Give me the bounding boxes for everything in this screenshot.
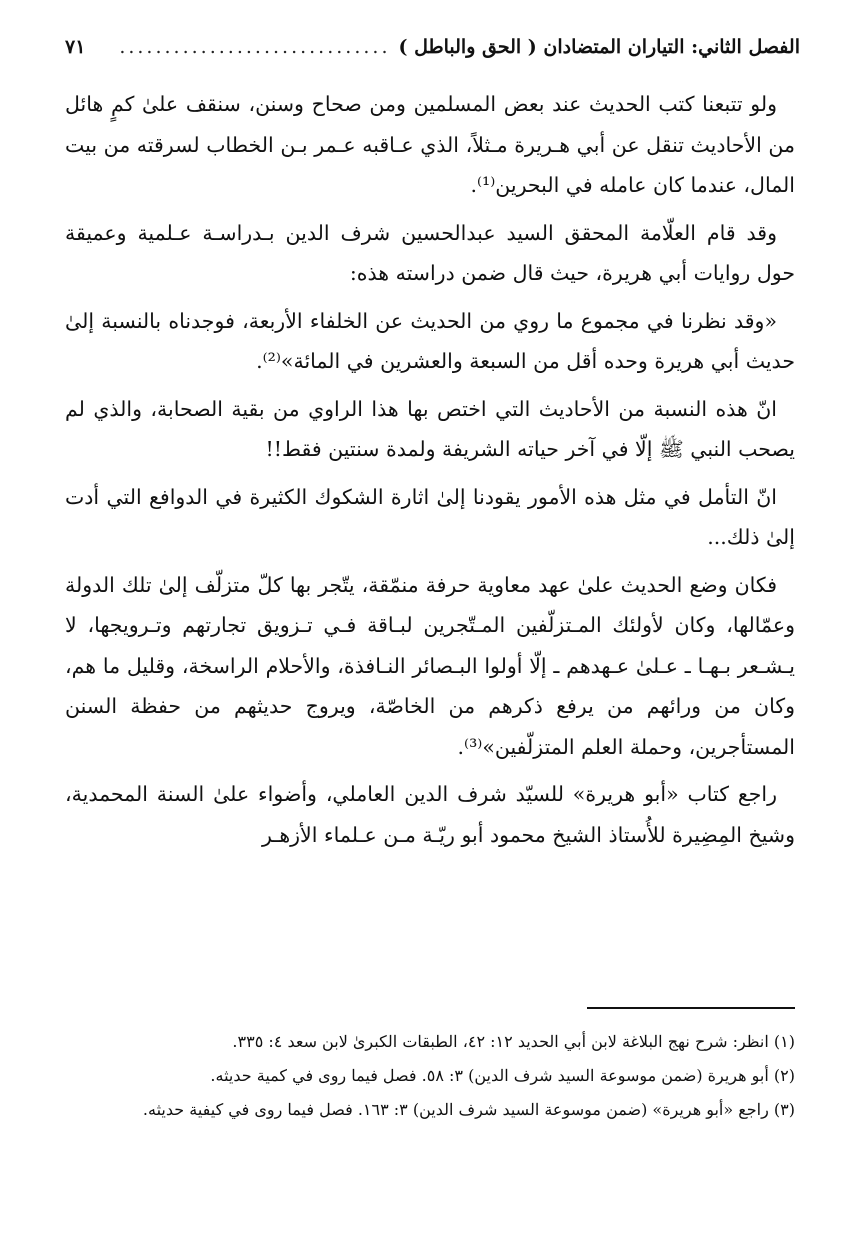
paragraph: وقد قام العلّامة المحقق السيد عبدالحسين شرف الدين بـدراسـة عـلمية وعميقة حول روايات أبي هريرة، حيث قال ضمن دراسته هذه: bbox=[65, 220, 795, 285]
paragraph: فكان وضع الحديث علىٰ عهد معاوية حرفة منمّقة، يتّجر بها كلّ متزلّف إلىٰ تلك الدولة وعمّالها، وكان لأولئك المـتزلّفين المـتّجرين لبـاقة فـي تـزويق تجارتهم وتـرويجها، لا يـشـعر بـهـا ـ عـلىٰ عـهدهم ـ إلّا أولوا البـصائر النـافذة، والأحلام الراسخة، وقليل ما هم، وكان من ورائهم من يرفع ذكرهم من الخاصّة، ويروج حديثهم من حفظة السنن المستأجرين، وحملة العلم المتزلّفين»⁽³⁾. bbox=[65, 572, 795, 759]
paragraph: ولو تتبعنا كتب الحديث عند بعض المسلمين ومن صحاح وسنن، سنقف علىٰ كمٍ هائل من الأحاديث تنقل عن أبي هـريرة مـثلاً، الذي عـاقبه عـمر بـن الخطاب لسرقته من بيت المال، عندما كان عامله في البحرين⁽¹⁾. bbox=[65, 92, 795, 197]
main-text bbox=[65, 84, 795, 862]
running-header bbox=[65, 30, 800, 64]
footnote: (٢) أبو هريرة (ضمن موسوعة السيد شرف الدين) ٣: ٥٨. فصل فيما روى في كمية حديثه. bbox=[210, 1066, 795, 1085]
paragraph: انّ هذه النسبة من الأحاديث التي اختص بها هذا الراوي من بقية الصحابة، والذي لم يصحب النبي ﷺ إلّا في آخر حياته الشريفة ولمدة سنتين فقط!! bbox=[65, 396, 795, 461]
leader-dots: .............................. bbox=[119, 36, 391, 58]
footnotes bbox=[65, 1027, 795, 1129]
paragraph: انّ التأمل في مثل هذه الأمور يقودنا إلىٰ اثارة الشكوك الكثيرة في الدوافع التي أدت إلىٰ ذلك... bbox=[65, 484, 795, 549]
page-number: ٧١ bbox=[65, 36, 86, 58]
footnote: (٣) راجع «أبو هريرة» (ضمن موسوعة السيد شرف الدين) ٣: ١٦٣. فصل فيما روى في كيفية حديثه. bbox=[142, 1100, 795, 1119]
chapter-title: الفصل الثاني: التياران المتضادان ( الحق والباطل ) bbox=[398, 36, 800, 58]
paragraph: «وقد نظرنا في مجموع ما روي من الحديث عن الخلفاء الأربعة، فوجدناه بالنسبة إلىٰ حديث أبي هريرة وحده أقل من السبعة والعشرين في المائة»⁽²⁾. bbox=[65, 308, 795, 373]
paragraph: راجع كتاب «أبو هريرة» للسيّد شرف الدين العاملي، وأضواء علىٰ السنة المحمدية، وشيخ المِضِيرة للأُستاذ الشيخ محمود أبو ريّـة مـن عـلماء الأزهـر bbox=[65, 782, 795, 847]
footnote: (١) انظر: شرح نهج البلاغة لابن أبي الحديد ١٢: ٤٢، الطبقات الكبرىٰ لابن سعد ٤: ٣٣٥. bbox=[232, 1032, 795, 1051]
footnote-divider bbox=[587, 1007, 795, 1009]
